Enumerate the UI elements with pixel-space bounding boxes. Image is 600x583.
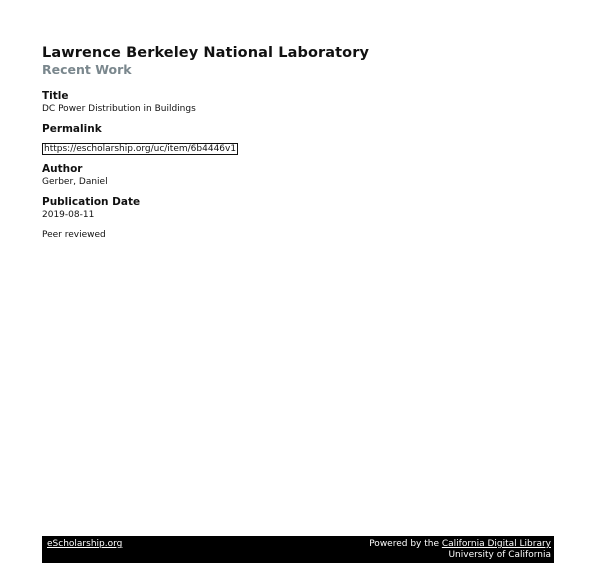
footer-bar bbox=[42, 536, 554, 563]
collection-subtitle: Recent Work bbox=[42, 62, 132, 77]
author-field bbox=[42, 163, 542, 188]
author-value: Gerber, Daniel bbox=[42, 177, 108, 187]
publication-date-label: Publication Date bbox=[42, 196, 141, 208]
escholarship-link[interactable]: eScholarship.org bbox=[47, 539, 123, 549]
publication-date-value: 2019-08-11 bbox=[42, 210, 95, 220]
permalink-field bbox=[42, 123, 542, 155]
publication-date-field bbox=[42, 196, 542, 221]
permalink-link[interactable]: https://escholarship.org/uc/item/6b4446v1 bbox=[44, 144, 237, 154]
peer-reviewed-note: Peer reviewed bbox=[42, 230, 106, 240]
permalink-label: Permalink bbox=[42, 123, 102, 135]
metadata-fields bbox=[42, 90, 542, 241]
footer-right bbox=[369, 539, 551, 561]
powered-by-line bbox=[369, 539, 551, 550]
cdl-link[interactable]: California Digital Library bbox=[441, 539, 551, 549]
footer-left bbox=[47, 539, 122, 550]
university-text: University of California bbox=[448, 550, 551, 560]
title-field bbox=[42, 90, 542, 115]
author-label: Author bbox=[42, 163, 83, 175]
title-label: Title bbox=[42, 90, 69, 102]
organization-title: Lawrence Berkeley National Laboratory bbox=[42, 45, 370, 61]
powered-by-text: Powered by the bbox=[369, 539, 439, 549]
header bbox=[42, 44, 369, 78]
title-value: DC Power Distribution in Buildings bbox=[42, 104, 196, 114]
